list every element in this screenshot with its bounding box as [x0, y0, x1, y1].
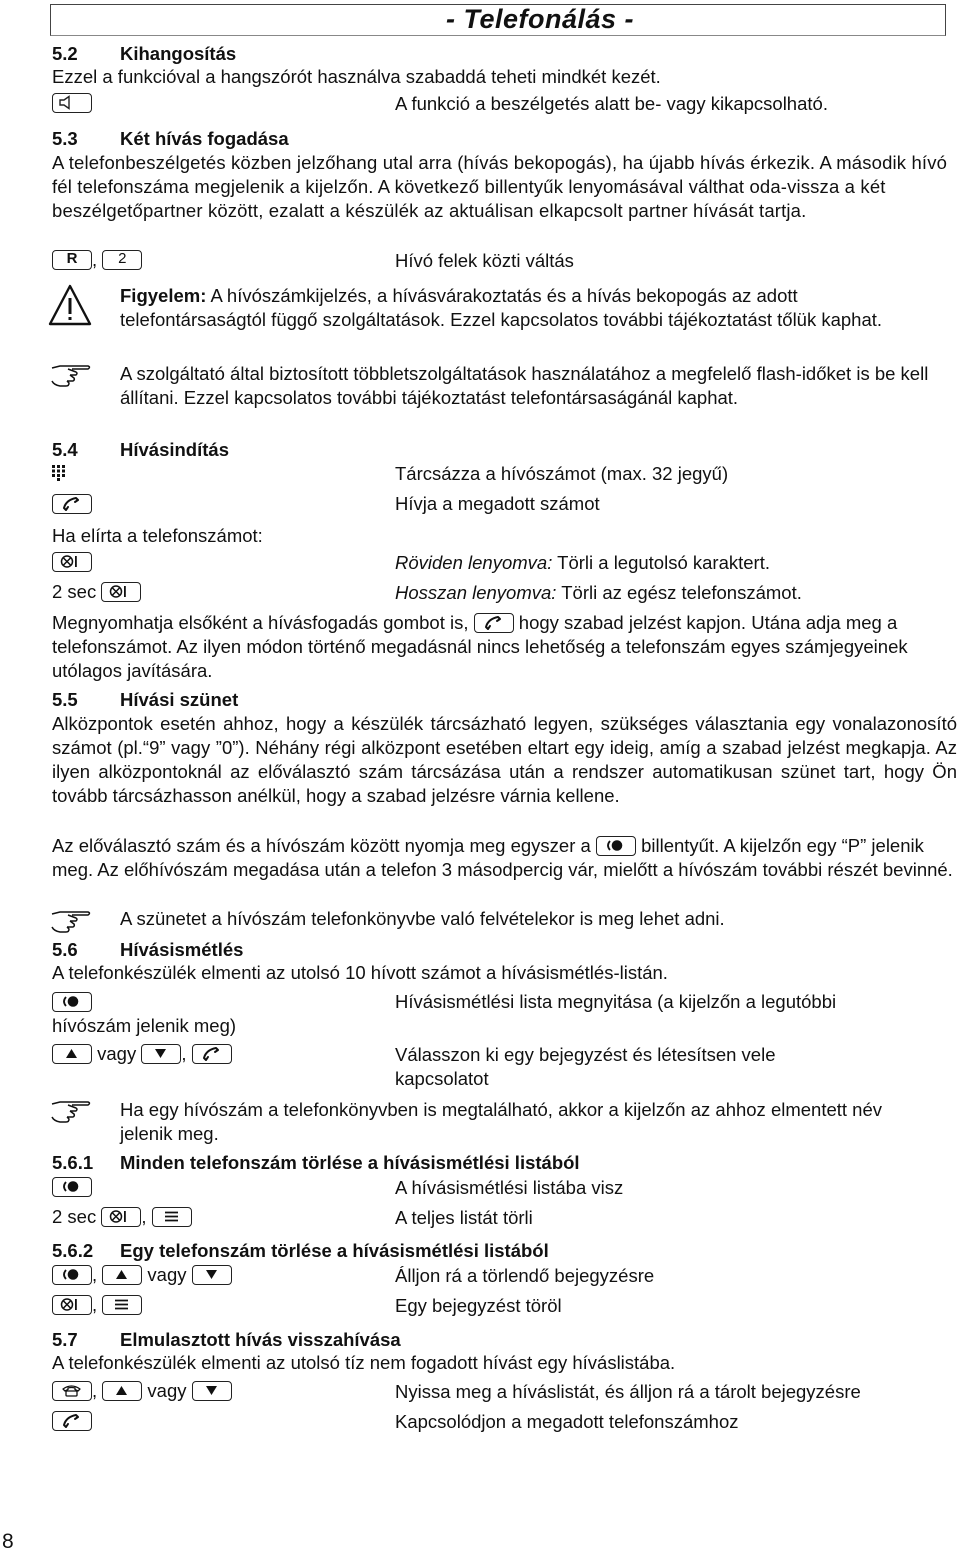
- down-arrow-key-icon: [192, 1265, 232, 1285]
- redial-key-icon: [52, 1265, 92, 1285]
- phone-handset-key-icon: [52, 1411, 92, 1431]
- delete-entry-row: ,: [52, 1294, 142, 1316]
- connect-key-row: [52, 1410, 92, 1432]
- delete-short-description: Röviden lenyomva: Törli a legutolsó karaktert.: [395, 552, 770, 573]
- call-key-row: [52, 493, 92, 515]
- up-arrow-key-icon: [102, 1381, 142, 1401]
- warning-triangle-icon: [48, 284, 92, 326]
- section-5-5-body: Alközpontok esetén ahhoz, hogy a készülék tárcsázható legyen, szükséges választania egy vonalazonosító számot (pl.“9” vagy ”0”). Néhány régi alközpont esetében eltart egy ideig, amíg a szabad jelzést megkapja. Az ilyen alközpontoknál az előválasztó szám tárcsázása után a rendszer automatikusan szünet tart, hogy Ön tovább tárcsázhasson anélkül, hogy a szabad jelzésre várnia kellene.: [52, 713, 957, 806]
- redial-list-description: A hívásismétlési listába visz: [395, 1177, 624, 1198]
- phone-handset-key-icon: [474, 613, 514, 633]
- section-5-5-body-2: Az előválasztó szám és a hívószám között nyomja meg egyszer a billentyűt. A kijelzőn egy “P” jelenik meg. Az előhívószám megadása után a telefon 3 másodpercig vár, mielőtt a hívószám további részét bevinné.: [52, 835, 953, 880]
- delete-key-icon: [52, 552, 92, 572]
- section-heading-5-7: 5.7 Elmulasztott hívás visszahívása: [52, 1329, 401, 1350]
- section-5-4-body: Megnyomhatja elsőként a hívásfogadás gombot is, hogy szabad jelzést kapjon. Utána adja meg a telefonszámot. Az ilyen módon történő megadásnál nincs lehetőség a telefonszám egyes számjegyeinek utólagos javítására.: [52, 612, 908, 681]
- call-list-description: Nyissa meg a híváslistát, és álljon rá a tárolt bejegyzésre: [395, 1381, 861, 1402]
- pointing-hand-icon: [50, 362, 92, 388]
- section-heading-5-3: 5.3 Két hívás fogadása: [52, 128, 289, 149]
- navigate-keys-row: vagy ,: [52, 1043, 232, 1065]
- r-2-keys: R , 2: [52, 249, 142, 271]
- pointing-hand-icon: [50, 1098, 92, 1124]
- delete-key-icon: [101, 1207, 141, 1227]
- note-flash-times: A szolgáltató által biztosított többletszolgáltatások használatához a megfelelő flash-időket is be kell állítani. Ezzel kapcsolatos további tájékoztatást telefontársaságánál kaphat.: [120, 363, 929, 408]
- redial-key-row: [52, 991, 92, 1013]
- misdial-label: Ha elírta a telefonszámot:: [52, 525, 263, 546]
- up-arrow-key-icon: [102, 1265, 142, 1285]
- redial-key-icon: [52, 992, 92, 1012]
- pointing-hand-icon: [50, 908, 92, 934]
- delete-long-description: Hosszan lenyomva: Törli az egész telefonszámot.: [395, 582, 802, 603]
- section-heading-5-2: 5.2 Kihangosítás: [52, 43, 237, 64]
- redial-key-icon: [52, 1177, 92, 1197]
- delete-all-description: A teljes listát törli: [395, 1207, 533, 1228]
- speaker-key-description: A funkció a beszélgetés alatt be- vagy kikapcsolható.: [395, 93, 828, 114]
- call-list-row: , vagy: [52, 1380, 232, 1402]
- digit-2-key-icon: 2: [102, 250, 142, 270]
- r-key-icon: R: [52, 250, 92, 270]
- note-phonebook-name: Ha egy hívószám a telefonkönyvben is megtalálható, akkor a kijelzőn az ahhoz elmentett név jelenik meg.: [120, 1099, 883, 1144]
- section-heading-5-6-1: 5.6.1 Minden telefonszám törlése a hívásismétlési listából: [52, 1152, 580, 1173]
- delete-long-row: 2 sec: [52, 581, 141, 603]
- section-5-7-intro: A telefonkészülék elmenti az utolsó tíz nem fogadott hívást egy híváslistába.: [52, 1352, 676, 1373]
- redial-open-description: Hívásismétlési lista megnyitása (a kijelzőn a legutóbbi: [395, 991, 837, 1012]
- section-heading-5-4: 5.4 Hívásindítás: [52, 439, 229, 460]
- dial-description: Tárcsázza a hívószámot (max. 32 jegyű): [395, 463, 729, 484]
- speaker-key-icon: [52, 93, 92, 113]
- call-key-description: Hívja a megadott számot: [395, 493, 600, 514]
- r-2-description: Hívó felek közti váltás: [395, 250, 574, 271]
- phone-handset-key-icon: [192, 1044, 232, 1064]
- menu-key-icon: [102, 1295, 142, 1315]
- section-heading-5-5: 5.5 Hívási szünet: [52, 689, 239, 710]
- section-heading-5-6-2: 5.6.2 Egy telefonszám törlése a hívásismétlési listából: [52, 1240, 549, 1261]
- redial-open-description-cont: hívószám jelenik meg): [52, 1015, 237, 1036]
- delete-key-icon: [101, 582, 141, 602]
- header-box: [50, 4, 946, 36]
- down-arrow-key-icon: [192, 1381, 232, 1401]
- delete-key-row: [52, 551, 92, 573]
- section-5-3-body: A telefonbeszélgetés közben jelzőhang utal arra (hívás bekopogás), ha újabb hívás érkezik. A második hívó fél telefonszáma megjelenik a kijelzőn. A következő billentyűk lenyomásával válthat oda-vissza a két beszélgetőpartner között, ezalatt a készülék az aktuálisan elkapcsolt partner hívását tartja.: [52, 152, 948, 221]
- phone-handset-key-icon: [52, 494, 92, 514]
- down-arrow-key-icon: [141, 1044, 181, 1064]
- select-entry-description: Álljon rá a törlendő bejegyzésre: [395, 1265, 655, 1286]
- redial-key-icon: [596, 836, 636, 856]
- call-list-key-icon: [52, 1381, 92, 1401]
- speaker-key: [52, 92, 92, 114]
- delete-entry-description: Egy bejegyzést töröl: [395, 1295, 562, 1316]
- section-heading-5-6: 5.6 Hívásismétlés: [52, 939, 244, 960]
- section-5-2-intro: Ezzel a funkcióval a hangszórót használva szabaddá teheti mindkét kezét.: [52, 66, 661, 87]
- page-title: - Telefonálás -: [446, 4, 635, 34]
- page-number: 8: [2, 1530, 14, 1553]
- select-entry-row: , vagy: [52, 1264, 232, 1286]
- delete-all-row: 2 sec ,: [52, 1206, 192, 1228]
- keypad-dial-icon: [52, 465, 66, 481]
- navigate-description: Válasszon ki egy bejegyzést és létesítsen vele kapcsolatot: [395, 1044, 776, 1089]
- menu-key-icon: [152, 1207, 192, 1227]
- delete-key-icon: [52, 1295, 92, 1315]
- warning-text: Figyelem: A hívószámkijelzés, a hívásvárakoztatás és a hívás bekopogás az adott telefontársaságtól függő szolgáltatások. Ezzel kapcsolatos további tájékoztatást tőlük kaphat.: [120, 285, 883, 330]
- section-5-6-intro: A telefonkészülék elmenti az utolsó 10 hívott számot a hívásismétlés-listán.: [52, 962, 668, 983]
- connect-description: Kapcsolódjon a megadott telefonszámhoz: [395, 1411, 739, 1432]
- up-arrow-key-icon: [52, 1044, 92, 1064]
- note-pause-phonebook: A szünetet a hívószám telefonkönyvbe való felvételekor is meg lehet adni.: [120, 908, 725, 929]
- redial-key-row-2: [52, 1176, 92, 1198]
